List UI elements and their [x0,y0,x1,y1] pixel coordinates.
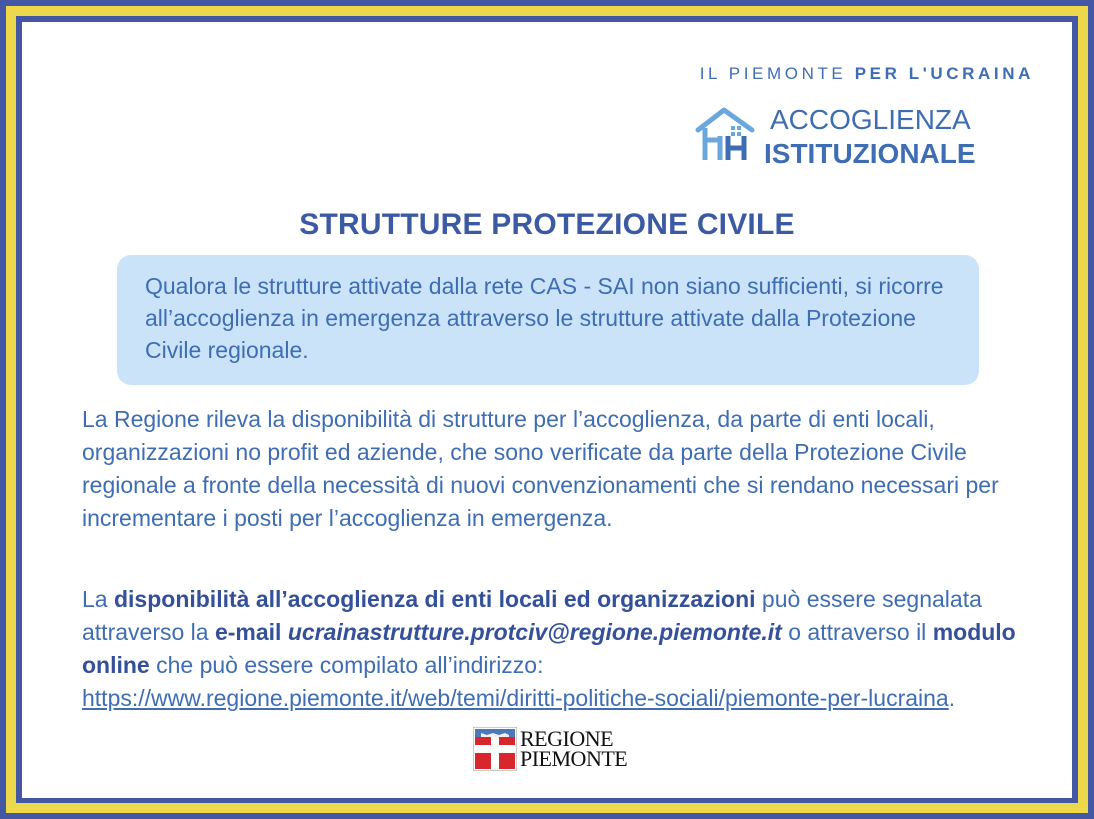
slide-page [22,22,1072,798]
regione-piemonte-crest-icon [473,727,517,771]
logo-line-1: REGIONE [520,726,614,751]
brand-line-2: ISTITUZIONALE [764,138,976,169]
logo-line-2: PIEMONTE [520,746,628,771]
kicker-bold: PER L'UCRAINA [854,64,1034,83]
paragraph-contact [82,583,1022,715]
email-address[interactable]: ucrainastrutture.protciv@regione.piemonte.it [287,619,782,645]
regione-piemonte-logo [473,726,628,771]
logo-wordmark [520,726,628,771]
page-title: STRUTTURE PROTEZIONE CIVILE [299,208,795,241]
kicker-light: IL PIEMONTE [699,64,855,83]
brand-logo [694,104,1024,174]
emphasis-online-form: modulo online [82,619,1016,678]
text-segment: che può essere compilato all’indirizzo: [149,652,544,678]
emphasis-email-label: e-mail [214,619,282,645]
text-segment: La [82,586,114,612]
kicker-heading [700,64,1034,84]
text-segment: può essere segnalata attraverso la [82,586,982,645]
online-form-link[interactable]: https://www.regione.piemonte.it/web/temi/diritti-politiche-sociali/piemonte-per-lucraina [82,685,949,711]
text-segment: . [948,685,956,711]
text-segment: o attraverso il [781,619,933,645]
emphasis-availability: disponibilità all’accoglienza di enti locali ed organizzazioni [113,586,756,612]
paragraph-availability: La Regione rileva la disponibilità di strutture per l’accoglienza, da parte di enti locali, organizzazioni no profit ed aziende, che sono verificate da parte della Protezione Civile regionale a fronte della necessità di nuovi convenzionamenti che si rendano necessari per incrementare i posti per l’accoglienza in emergenza. [82,406,999,531]
callout-box [117,255,979,385]
brand-line-1: ACCOGLIENZA [770,104,971,135]
callout-text: Qualora le strutture attivate dalla rete CAS - SAI non siano sufficienti, si ricorre all’accoglienza in emergenza attraverso le strutture attivate dalla Protezione Civile regionale. [145,273,944,363]
house-icon [694,106,758,164]
